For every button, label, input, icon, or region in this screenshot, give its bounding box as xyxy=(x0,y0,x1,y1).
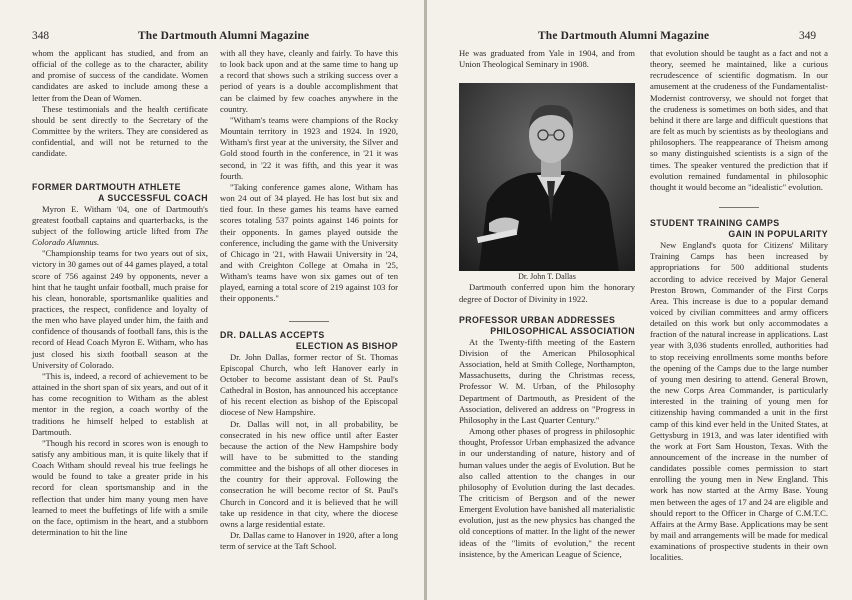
paragraph: "Taking conference games alone, Witham has won 24 out of 34 played. He has lost but six and tied four. In these games his teams have earned scores totaling 537 points against 146 points for their opponents. In games played outside the conference, including the game with the University of Chicago in '21, with Hawaii University in '24, and with Creighton College at Omaha in '25, Witham's teams have won six games out of ten played, earning a total score of 219 against 103 for their opponents." xyxy=(220,181,398,304)
paragraph: Dr. John Dallas, former rector of St. Thomas Episcopal Church, who left Hanover early in October to become assistant dean of St. Paul's Cathedral in Boston, has announced his acceptance of his recent election as bishop of the Episcopal diocese of New Hampshire. xyxy=(220,351,398,418)
paragraph xyxy=(32,204,208,249)
heading-line: FORMER DARTMOUTH ATHLETE xyxy=(32,181,181,192)
paragraph: "Witham's teams were champions of the Rocky Mountain territory in 1923 and 1924. In 1920, Witham's first year at the university, the Silver and Gold stood fourth in the conference, in '21 it was second, in '22 it was fifth, and this year it was fourth. xyxy=(220,114,398,181)
paragraph: whom the applicant has studied, and from an official of the college as to the character, ability and promise of success of the candidate. Women candidates are asked to include among these a letter from the Dean of Women. xyxy=(32,48,208,103)
right-page xyxy=(427,0,852,600)
paragraph: "Though his record in scores won is enough to satisfy any ambitious man, it is quite likely that if Coach Witham should reveal his true feelings he would be found to take a greater pride in his record for clean sportsmanship and in the reflection that under him many young men have learned to meet the buffetings of life with a smile on the face, optimism in the heart, and a stubborn determination to hit the line xyxy=(32,437,208,538)
paragraph: "This is, indeed, a record of achievement to be attained in the short span of six years, and out of it has come recognition to Witham as the ablest mentor in the region, a coach worthy of the traditions he himself helped to establish at Dartmouth. xyxy=(32,370,208,437)
paragraph: Among other phases of progress in philosophic thought, Professor Urban emphasized the advance in our understanding of nature, history and of human values under the aegis of Evolution. But he also called attention to the changes in our philosophy of Evolution during the last decades. The criticism of Bergson and of the newer Emergent Evolution have banished all materialistic evolution, just as the new physics has changed the old conceptions of matter. In the light of the newer ideas of the "limits of evolution," the recent insistence, by the American League of Science, xyxy=(459,426,635,559)
photo-caption: Dr. John T. Dallas xyxy=(518,272,576,282)
heading-line: A SUCCESSFUL COACH xyxy=(98,192,208,203)
article-heading-training-camps xyxy=(650,218,828,240)
paragraph: New England's quota for Citizens' Military Training Camps has been increased by appropriations for 500 additional students according to advice received by Major General Preston Brown, Commander of the First Corps Area. This increase is due to a popular demand voiced by civilian committees and army officers detailed on this work but only accommodates a fraction of the natural increase in applications. Last year with 3,036 students enrolled, authorities had to stop receiving enrollments some months before the opening of the Camps due to the large number of young men desiring to attend. General Brown, the new Corps Area Commander, is particularly interested in the training of young men for citizenship having commanded a unit in the first camp of this kind ever held in the United States, at Gettysburg in 1913, and was later identified with the work at Fort Sam Houston, Texas. With the announcement of the increase in the number of candidates possible comes permission to start enrolling the young men in New England. This work has now started at the Army Base. Young men between the ages of 17 and 24 are eligible and should report to the Officer in Charge of C.M.T.C. Affairs at the Army Base. Applications may be sent by mail and arrangements will be made for medical examinations of prospective students in their own localities. xyxy=(650,240,828,563)
running-head-title: The Dartmouth Alumni Magazine xyxy=(138,30,310,42)
article-heading-witham xyxy=(32,182,208,204)
running-head-title: The Dartmouth Alumni Magazine xyxy=(538,30,710,42)
paragraph: At the Twenty-fifth meeting of the Eastern Division of the American Philosophical Association, held at Smith College, Northampton, Massachusetts, during the Christmas recess, Professor W. M. Urban, of the Philosophy Department of Dartmouth, as President of the Association, delivered an address on "Progress in Philosophy in the Last Quarter Century." xyxy=(459,336,635,425)
left-column-2 xyxy=(220,48,398,552)
right-column-1 xyxy=(459,48,635,560)
left-column-1 xyxy=(32,48,208,538)
paragraph: These testimonials and the health certificate should be sent directly to the Secretary of the Committee by the writers. They are considered as confidential, and will not be returned to the candidate. xyxy=(32,103,208,159)
portrait-photo xyxy=(459,83,635,271)
heading-line: DR. DALLAS ACCEPTS xyxy=(220,329,325,340)
paragraph: Dr. Dallas came to Hanover in 1920, after a long term of service at the Taft School. xyxy=(220,530,398,552)
article-lead: Myron E. Witham '04, one of Dartmouth's greatest football captains and quarterbacks, is the subject of the following article lifted from xyxy=(32,203,208,236)
paragraph: He was graduated from Yale in 1904, and from Union Theological Seminary in 1908. xyxy=(459,48,635,70)
paragraph: "Championship teams for two years out of six, victory in 30 games out of 44 games played, a total score of 756 against 249 by opponents, never a hint that he taught unfair football, much praise for his clean, honorable, sportsmanlike qualities and practices, the respect, confidence and loyalty of the men who have played under him, the faith and confidence of thousands of football fans, this is the record of Head Coach Myron E. Witham, who has just closed his sixth football season at the University of Colorado. xyxy=(32,248,208,370)
heading-line: STUDENT TRAINING CAMPS xyxy=(650,218,780,229)
right-column-2 xyxy=(650,48,828,564)
heading-line: GAIN IN POPULARITY xyxy=(728,229,828,240)
article-heading-urban xyxy=(459,315,635,337)
paragraph: that evolution should be taught as a fact and not a theory, seemed he maintained, like a curious recrudescence of scientific dogmatism. In our amusement at the crudeness of the Fundamentalist-Modernist controversy, we should not forget that the crudeness is sometimes on both sides, and that behind it there are large and difficult questions that are felt as much by scientists as by theologians and philosophers. The reappearance of Theism among so many distinguished scientists is a sign of the times. The speaker ventured the prediction that if evolution remained fundamental in philosophic thought it would become an "idealistic" evolution. xyxy=(650,48,828,192)
paragraph: Dartmouth conferred upon him the honorary degree of Doctor of Divinity in 1922. xyxy=(459,282,635,304)
heading-line: ELECTION AS BISHOP xyxy=(295,340,398,351)
article-heading-dallas xyxy=(220,330,398,352)
article-source: The Colorado Alumnus. xyxy=(32,225,208,248)
left-page xyxy=(0,0,424,600)
paragraph: with all they have, cleanly and fairly. To have this to look back upon and at the same time to hang up a record that shows such a striking success over a period of years is a double accomplishment that can be claimed by few coaches anywhere in the country. xyxy=(220,48,398,114)
heading-line: PROFESSOR URBAN ADDRESSES xyxy=(459,314,616,325)
page-number: 349 xyxy=(799,30,817,42)
heading-line: PHILOSOPHICAL ASSOCIATION xyxy=(490,325,635,336)
portrait-image xyxy=(459,83,635,271)
page-number: 348 xyxy=(32,30,50,42)
paragraph: Dr. Dallas will not, in all probability, be consecrated in his new office until after Easter because the action of the New Hampshire body will have to be submitted to the standing committee and the bishops of all other dioceses in the country for their approval. Following the consecration he will become rector of St. Paul's Church in Concord and it is believed that he will take up residence in that city, where the diocese owns a large residential estate. xyxy=(220,418,398,529)
